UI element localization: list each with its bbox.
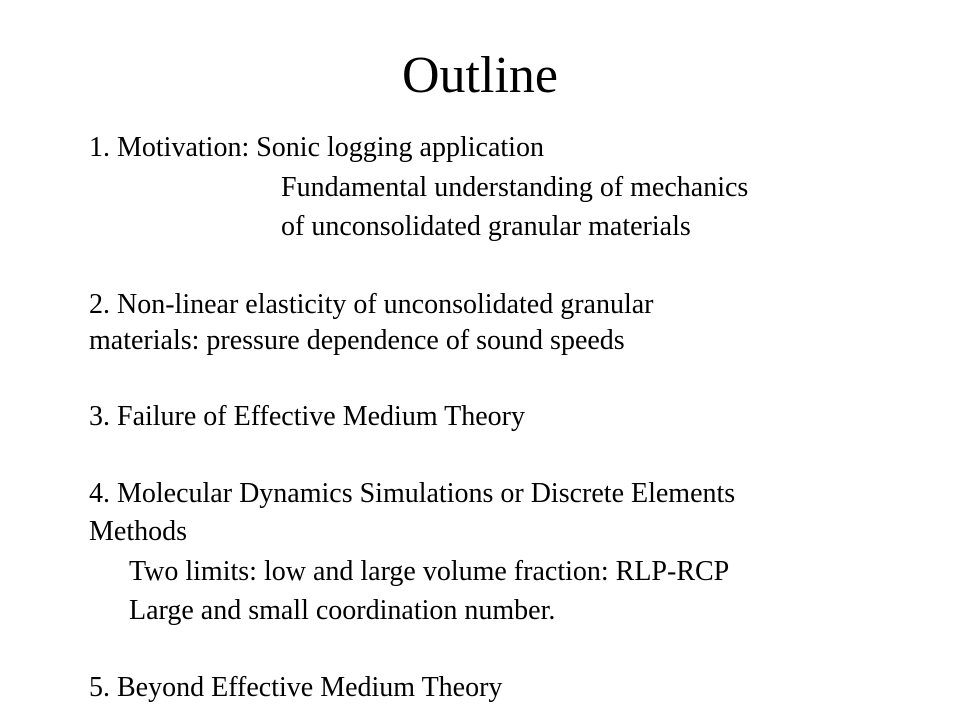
outline-item-4-line-2: Methods [89,516,187,547]
outline-item-2-line-1: 2. Non-linear elasticity of unconsolidated granular [89,289,654,320]
outline-item-3: 3. Failure of Effective Medium Theory [89,401,525,432]
slide-title: Outline [402,47,558,104]
outline-item-4-line-1: 4. Molecular Dynamics Simulations or Discrete Elements [89,478,736,509]
outline-item-1-heading: 1. Motivation: Sonic logging application [89,132,544,163]
outline-item-5: 5. Beyond Effective Medium Theory [89,672,503,703]
outline-item-4-sub-1: Two limits: low and large volume fraction: RLP-RCP [129,556,730,587]
outline-item-4-sub-2: Large and small coordination number. [129,595,556,626]
outline-item-1-detail-line-2: of unconsolidated granular materials [281,211,691,242]
outline-item-1-detail-line-1: Fundamental understanding of mechanics [281,172,749,203]
outline-item-2-line-2: materials: pressure dependence of sound speeds [89,325,625,356]
